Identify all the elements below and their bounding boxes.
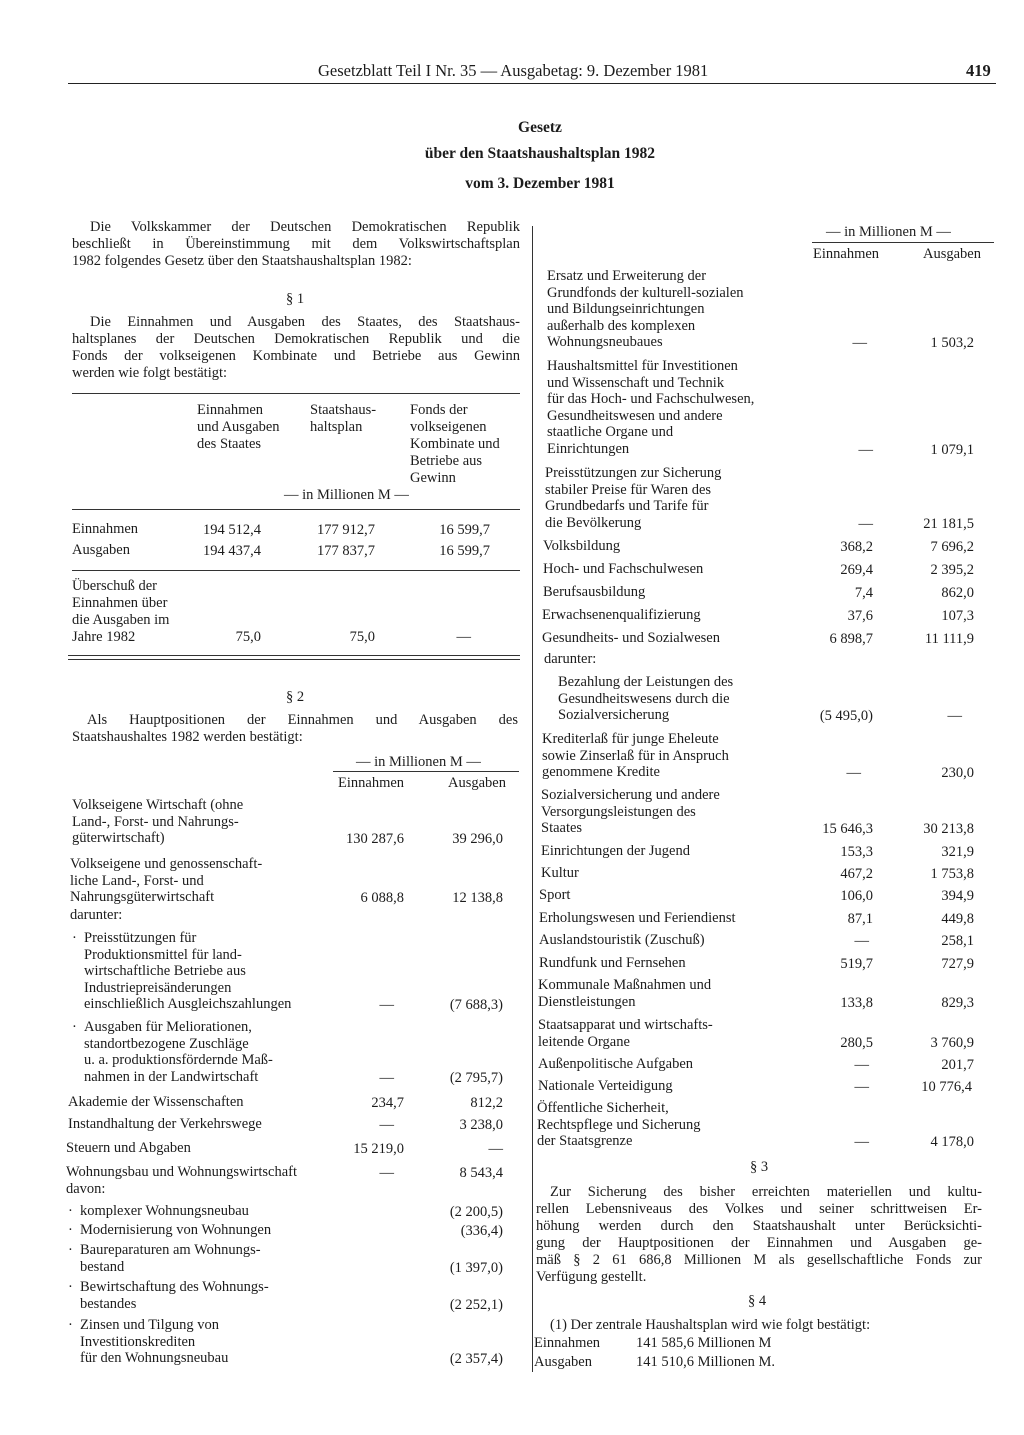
row-label: leitende Organe	[538, 1033, 630, 1050]
income-value: 87,1	[847, 911, 873, 927]
row-label: und Bildungseinrichtungen	[547, 301, 705, 318]
expense-value: (2 357,4)	[449, 1351, 503, 1368]
row-label: darunter:	[70, 907, 123, 923]
running-title: Gesetzblatt Teil I Nr. 35 — Ausgabetag: 9. Dezember 1981	[318, 61, 709, 80]
income-value: 467,2	[840, 866, 873, 882]
expense-value: 1 753,8	[930, 866, 974, 882]
central-income-value: 141 585,6 Millionen M	[636, 1335, 772, 1351]
row-label: Außenpolitische Aufgaben	[538, 1056, 694, 1072]
section-3-heading: § 3	[750, 1159, 769, 1175]
expense-value: 258,1	[941, 933, 974, 949]
expense-value: 12 138,8	[452, 890, 503, 907]
row-label: Haushaltsmittel für Investitionen	[547, 358, 738, 374]
row-label: Einrichtungen	[547, 441, 630, 457]
row-label: und Wissenschaft und Technik	[547, 374, 725, 391]
expense-value: 449,8	[941, 911, 974, 927]
income-value: 133,8	[840, 994, 873, 1011]
expense-value: (7 688,3)	[449, 997, 503, 1014]
expense-value: 39 296,0	[452, 831, 503, 848]
preamble-line: beschließt in Übereinstimmung mit dem Volkswirtschaftsplan	[72, 236, 520, 252]
row-label: Rundfunk und Fernsehen	[539, 955, 686, 971]
col-head-line: volkseigenen	[410, 419, 487, 435]
row-label: Krediterlaß für junge Eheleute	[542, 731, 719, 747]
expense-value: 10 776,4	[921, 1079, 972, 1095]
preamble-line: 1982 folgendes Gesetz über den Staatshaushaltsplan 1982:	[72, 253, 412, 269]
row-label: Investitionskrediten	[80, 1333, 196, 1350]
expense-value: 3 760,9	[930, 1034, 974, 1051]
section-1-text	[72, 314, 520, 382]
income-value: (5 495,0)	[819, 708, 873, 725]
expense-value: 394,9	[941, 888, 974, 904]
income-value: 106,0	[840, 888, 873, 904]
law-subtitle: über den Staatshaushaltsplan 1982	[424, 145, 656, 162]
paragraph-line: Zur Sicherung des bisher erreichten materiellen und kultu-	[550, 1184, 982, 1200]
expense-value: 30 213,8	[923, 821, 974, 838]
expense-value: (2 252,1)	[449, 1296, 503, 1313]
row-label: liche Land-, Forst- und	[70, 872, 204, 889]
central-expense-value: 141 510,6 Millionen M.	[636, 1354, 775, 1370]
section-3-text	[536, 1184, 982, 1286]
paragraph-line: höhung werden durch den Staatshaushalt unter Berücksichti-	[536, 1218, 982, 1234]
section-4-text: (1) Der zentrale Haushaltsplan wird wie folgt bestätigt:	[550, 1317, 871, 1333]
col-head-income: Einnahmen	[338, 775, 405, 791]
row-label: staatliche Organe und	[547, 424, 674, 441]
section-2-heading: § 2	[286, 689, 305, 705]
expense-value: —	[947, 708, 962, 725]
table-bottom-rule-2	[68, 659, 520, 660]
row-label: Sport	[539, 887, 571, 903]
income-value: —	[379, 1165, 394, 1181]
col-head-line: Fonds der	[410, 402, 468, 418]
value: 75,0	[235, 629, 261, 645]
table-head-rule	[72, 509, 520, 510]
surplus-label	[72, 578, 169, 646]
expense-value: (336,4)	[460, 1223, 503, 1239]
row-label: Volksbildung	[543, 538, 621, 554]
income-value: —	[379, 1069, 394, 1086]
income-value: —	[854, 1079, 869, 1095]
row-label: die Bevölkerung	[545, 514, 642, 531]
paragraph-line: werden wie folgt bestätigt:	[72, 365, 228, 381]
row-label: Land-, Forst- und Nahrungs-	[72, 813, 239, 830]
col-head-line: Einnahmen	[197, 402, 264, 418]
bullet-icon: ·	[68, 1317, 73, 1333]
row-label: Modernisierung von Wohnungen	[80, 1222, 272, 1238]
col-head-expense: Ausgaben	[448, 775, 506, 791]
paragraph-line: Als Hauptpositionen der Einnahmen und Ausgaben des	[87, 712, 518, 728]
expense-value: 107,3	[941, 608, 974, 624]
row-label: Grundfonds der kulturell-sozialen	[547, 284, 744, 301]
income-value: 368,2	[840, 539, 873, 555]
paragraph-line: Staatshaushaltes 1982 werden bestätigt:	[72, 729, 303, 745]
value: —	[456, 629, 471, 645]
bullet-icon: ·	[68, 1242, 73, 1258]
row-label: Öffentliche Sicherheit,	[537, 1100, 669, 1116]
s2-unit-left: — in Millionen M —	[356, 754, 481, 770]
expense-value: 201,7	[941, 1057, 974, 1073]
income-value: —	[379, 997, 394, 1014]
value: 16 599,7	[439, 543, 490, 559]
expense-value: 829,3	[941, 994, 974, 1011]
row-label: Gesundheitswesen und andere	[547, 407, 723, 424]
bullet-icon: ·	[68, 1279, 73, 1295]
income-value: 280,5	[840, 1034, 873, 1051]
paragraph-line: Die Einnahmen und Ausgaben des Staates, des Staatshaus-	[90, 314, 520, 330]
row-label: Zinsen und Tilgung von	[80, 1317, 219, 1333]
row-label: Wohnungsneubaues	[547, 334, 663, 351]
value: 194 437,4	[203, 543, 261, 559]
row-label: Preisstützungen zur Sicherung	[545, 465, 722, 481]
income-value: —	[854, 933, 869, 949]
row-label: u. a. produktionsfördernde Maß-	[84, 1052, 273, 1069]
bullet-icon: ·	[68, 1222, 73, 1238]
row-label: stabiler Preise für Waren des	[545, 481, 712, 498]
col-head-state	[197, 402, 280, 453]
income-value: 269,4	[840, 562, 873, 578]
row-label: Rechtspflege und Sicherung	[537, 1116, 701, 1133]
row-label: Erholungswesen und Feriendienst	[539, 910, 736, 926]
page-number: 419	[966, 61, 991, 80]
label-line: Einnahmen über	[72, 595, 168, 611]
value: 177 912,7	[317, 522, 375, 538]
unit-rule-right	[812, 242, 994, 243]
row-label: güterwirtschaft)	[72, 830, 165, 847]
expense-value: 7 696,2	[930, 539, 974, 555]
row-label: Grundbedarfs und Tarife für	[545, 498, 709, 515]
row-label: Versorgungsleistungen des	[541, 803, 696, 820]
expense-value: 812,2	[470, 1095, 503, 1111]
row-label: nahmen in der Landwirtschaft	[84, 1068, 259, 1085]
row-label: einschließlich Ausgleichszahlungen	[84, 996, 292, 1013]
row-label: Volkseigene und genossenschaft-	[70, 856, 263, 872]
row-label: Sozialversicherung und andere	[541, 787, 720, 803]
row-label: Staatsapparat und wirtschafts-	[538, 1017, 713, 1033]
col-head-line: Gewinn	[410, 470, 456, 486]
income-value: —	[379, 1117, 394, 1133]
label-line: Überschuß der	[72, 578, 157, 594]
paragraph-line: gung der Hauptpositionen der Einnahmen und Ausgaben ge-	[536, 1235, 982, 1251]
table-top-rule	[72, 393, 520, 394]
expense-value: 11 111,9	[924, 631, 974, 647]
s1-unit: — in Millionen M —	[284, 487, 409, 503]
row-label: Wohnungsbau und Wohnungswirtschaft	[66, 1164, 297, 1180]
income-value: 234,7	[371, 1095, 404, 1111]
row-label: Instandhaltung der Verkehrswege	[68, 1116, 262, 1132]
bullet-icon: ·	[72, 930, 77, 946]
col-head-budget	[310, 402, 376, 436]
preamble	[72, 219, 520, 270]
row-label: Auslandstouristik (Zuschuß)	[539, 932, 705, 948]
col-head-line: Kombinate und	[410, 436, 500, 452]
row-label: Ersatz und Erweiterung der	[547, 268, 707, 284]
expense-value: 21 181,5	[923, 515, 974, 532]
bullet-icon: ·	[68, 1203, 73, 1219]
column-divider	[532, 226, 533, 1372]
row-label: Akademie der Wissenschaften	[68, 1094, 244, 1110]
paragraph-line: Fonds der volkseigenen Kombinate und Betriebe aus Gewinn	[72, 348, 520, 364]
income-value: 153,3	[840, 844, 873, 860]
value: 177 837,7	[317, 543, 375, 559]
section-2-text	[72, 712, 518, 746]
col-head-income-right: Einnahmen	[813, 246, 880, 262]
paragraph-line: mäß § 2 61 686,8 Millionen M als gesellschaftliche Fonds zur	[536, 1252, 982, 1268]
income-value: —	[852, 335, 867, 352]
row-label: Kommunale Maßnahmen und	[538, 977, 712, 993]
col-head-funds	[410, 402, 500, 487]
expense-value: 4 178,0	[930, 1134, 974, 1151]
row-label: Nationale Verteidigung	[538, 1078, 673, 1094]
row-label: Ausgaben für Meliorationen,	[84, 1019, 252, 1035]
row-label: Kultur	[541, 865, 579, 881]
income-value: 15 646,3	[822, 821, 873, 838]
value: 16 599,7	[439, 522, 490, 538]
header-rule	[68, 83, 996, 84]
income-value: 7,4	[854, 585, 873, 601]
value: 194 512,4	[203, 522, 261, 538]
col-head-line: und Ausgaben	[197, 419, 280, 435]
row-label: Steuern und Abgaben	[66, 1140, 191, 1156]
row-label: Nahrungsgüterwirtschaft	[70, 889, 215, 906]
row-label-income: Einnahmen	[72, 521, 139, 537]
row-label: Industriepreisänderungen	[84, 979, 232, 996]
expense-value: 230,0	[941, 765, 974, 782]
col-head-line: des Staates	[197, 436, 262, 452]
row-label: Gesundheits- und Sozialwesen	[542, 630, 720, 646]
preamble-line: Die Volkskammer der Deutschen Demokratischen Republik	[90, 219, 520, 235]
income-value: 519,7	[840, 956, 873, 972]
expense-value: (1 397,0)	[449, 1259, 503, 1276]
expense-value: (2 795,7)	[449, 1069, 503, 1086]
col-head-line: Betriebe aus	[410, 453, 483, 469]
row-label: Preisstützungen für	[84, 930, 197, 946]
row-label: genommene Kredite	[542, 764, 660, 781]
income-value: 37,6	[847, 608, 873, 624]
section-4-heading: § 4	[748, 1293, 767, 1309]
central-income-label: Einnahmen	[534, 1335, 601, 1351]
s2-unit-right: — in Millionen M —	[826, 224, 951, 240]
unit-rule-left	[333, 771, 519, 772]
row-label: außerhalb des komplexen	[547, 317, 696, 334]
row-label: davon:	[66, 1181, 106, 1197]
income-value: —	[858, 515, 873, 532]
expense-value: —	[488, 1141, 503, 1157]
row-label: für das Hoch- und Fachschulwesen,	[547, 391, 755, 408]
row-label-expenses: Ausgaben	[72, 542, 130, 558]
label-line: Jahre 1982	[72, 629, 136, 645]
law-date: vom 3. Dezember 1981	[465, 175, 615, 192]
income-value: —	[846, 765, 861, 782]
paragraph-line: rellen Lebensniveaus des Volkes und seiner schrittweisen Er-	[536, 1201, 982, 1217]
row-label: Produktionsmittel für land-	[84, 946, 242, 963]
row-label: Gesundheitswesens durch die	[558, 690, 730, 707]
paragraph-line: haltsplanes der Deutschen Demokratischen Republik und die	[72, 331, 520, 347]
row-label: Sozialversicherung	[558, 707, 670, 724]
row-label: für den Wohnungsneubau	[80, 1350, 229, 1367]
row-label: Berufsausbildung	[543, 584, 646, 600]
expense-value: (2 200,5)	[449, 1204, 503, 1220]
row-label: bestand	[80, 1258, 125, 1275]
col-head-line: Staatshaus-	[310, 402, 377, 418]
row-label: Baureparaturen am Wohnungs-	[80, 1242, 261, 1258]
bullet-icon: ·	[72, 1019, 77, 1035]
row-label: Volkseigene Wirtschaft (ohne	[72, 797, 244, 813]
row-label: Staates	[541, 820, 583, 837]
row-label: sowie Zinserlaß für in Anspruch	[542, 747, 729, 764]
paragraph-line: Verfügung gestellt.	[536, 1269, 647, 1285]
row-label: der Staatsgrenze	[537, 1133, 633, 1150]
row-label: Bezahlung der Leistungen des	[558, 674, 734, 690]
row-label: Hoch- und Fachschulwesen	[543, 561, 704, 577]
row-label: komplexer Wohnungsneubau	[80, 1203, 249, 1219]
income-value: —	[854, 1057, 869, 1073]
income-value: 15 219,0	[353, 1141, 404, 1157]
expense-value: 1 503,2	[930, 335, 974, 352]
row-label: Bewirtschaftung des Wohnungs-	[80, 1279, 269, 1295]
expense-value: 8 543,4	[459, 1165, 503, 1181]
expense-value: 2 395,2	[930, 562, 974, 578]
expense-value: 1 079,1	[930, 442, 974, 458]
income-value: 6 898,7	[829, 631, 873, 647]
row-label: wirtschaftliche Betriebe aus	[84, 963, 246, 980]
expense-value: 862,0	[941, 585, 974, 601]
income-value: —	[854, 1134, 869, 1151]
income-value: 6 088,8	[360, 890, 404, 907]
col-head-expense-right: Ausgaben	[923, 246, 981, 262]
row-label: Dienstleistungen	[538, 993, 636, 1010]
row-label: darunter:	[544, 651, 597, 667]
expense-value: 321,9	[941, 844, 974, 860]
income-value: 130 287,6	[346, 831, 404, 848]
row-label: bestandes	[80, 1295, 137, 1312]
row-label: Erwachsenenqualifizierung	[542, 607, 701, 623]
row-label: Einrichtungen der Jugend	[541, 843, 690, 859]
table-mid-rule	[72, 570, 520, 571]
section-1-heading: § 1	[286, 291, 305, 307]
label-line: die Ausgaben im	[72, 612, 170, 628]
value: 75,0	[349, 629, 375, 645]
income-value: —	[858, 442, 873, 458]
col-head-line: haltsplan	[310, 419, 363, 435]
expense-value: 727,9	[941, 956, 974, 972]
expense-value: 3 238,0	[459, 1117, 503, 1133]
central-expense-label: Ausgaben	[534, 1354, 592, 1370]
row-label: standortbezogene Zuschläge	[84, 1035, 249, 1052]
law-title: Gesetz	[518, 119, 562, 136]
table-bottom-rule	[68, 655, 520, 656]
